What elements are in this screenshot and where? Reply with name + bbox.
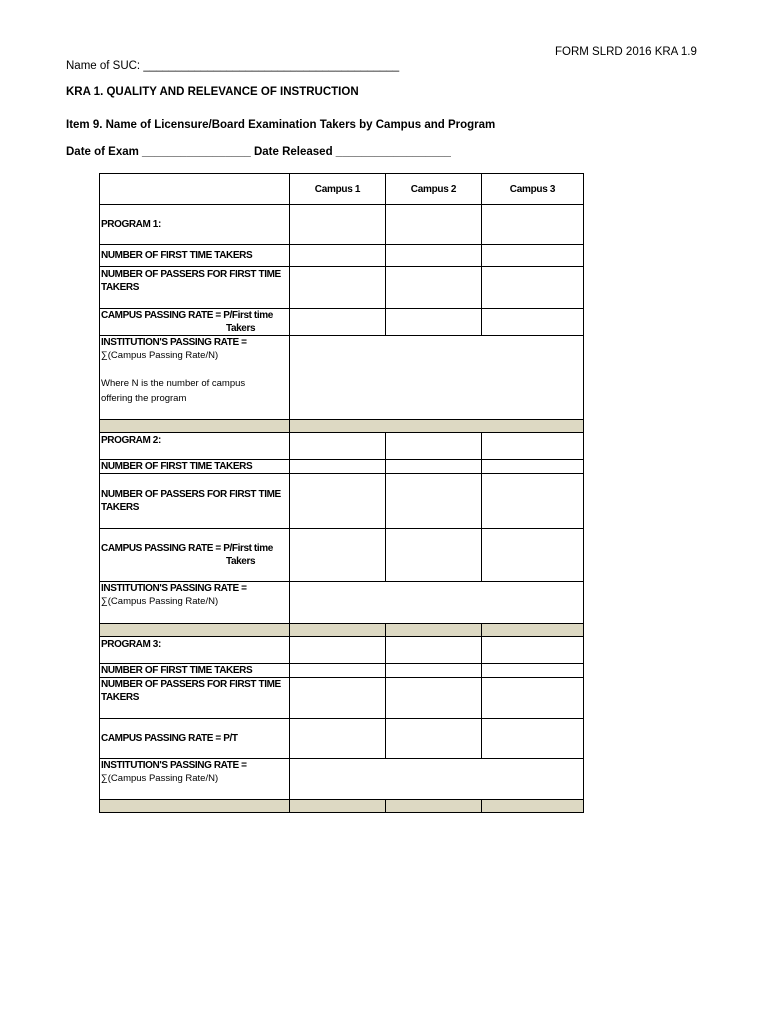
input-cell[interactable]	[290, 637, 386, 664]
program-2-institution-row	[100, 582, 584, 624]
input-cell[interactable]	[386, 664, 482, 678]
col-campus-1: Campus 1	[290, 174, 386, 205]
input-cell[interactable]	[290, 678, 386, 719]
program-3-first-takers-row	[100, 664, 584, 678]
input-cell[interactable]	[386, 205, 482, 245]
input-cell[interactable]	[482, 205, 584, 245]
campus-rate-line-2: Takers	[226, 556, 256, 567]
header-blank-cell	[100, 174, 290, 205]
program-2-passers-row	[100, 474, 584, 529]
separator-row	[100, 624, 584, 637]
institution-rate-label	[100, 759, 290, 800]
passers-label: NUMBER OF PASSERS FOR FIRST TIME TAKERS	[100, 678, 290, 719]
input-cell[interactable]	[386, 460, 482, 474]
suc-name-field[interactable]: Name of SUC: ________________________________________	[66, 60, 400, 72]
institution-rate-formula: ∑(Campus Passing Rate/N)	[101, 773, 219, 784]
institution-rate-input[interactable]	[290, 759, 584, 800]
input-cell[interactable]	[482, 719, 584, 759]
campus-rate-line-1: CAMPUS PASSING RATE = P/First time	[101, 310, 273, 321]
input-cell[interactable]	[386, 433, 482, 460]
program-1-rate-row	[100, 309, 584, 336]
institution-rate-title: INSTITUTION'S PASSING RATE =	[101, 337, 247, 348]
input-cell[interactable]	[290, 719, 386, 759]
program-2-first-takers-row	[100, 460, 584, 474]
program-3-rate-row	[100, 719, 584, 759]
institution-rate-label	[100, 582, 290, 624]
campus-rate-label	[100, 309, 290, 336]
input-cell[interactable]	[482, 460, 584, 474]
program-2-label: PROGRAM 2:	[100, 433, 290, 460]
campus-rate-label	[100, 529, 290, 582]
separator-cell	[482, 624, 584, 637]
input-cell[interactable]	[290, 267, 386, 309]
separator-cell	[290, 420, 584, 433]
program-3-institution-row	[100, 759, 584, 800]
input-cell[interactable]	[386, 529, 482, 582]
note-line-1: Where N is the number of campus	[101, 378, 246, 389]
input-cell[interactable]	[386, 474, 482, 529]
separator-cell	[100, 800, 290, 813]
separator-cell	[386, 624, 482, 637]
institution-rate-label	[100, 336, 290, 420]
input-cell[interactable]	[290, 664, 386, 678]
input-cell[interactable]	[290, 245, 386, 267]
program-2-rate-row	[100, 529, 584, 582]
input-cell[interactable]	[290, 309, 386, 336]
input-cell[interactable]	[386, 678, 482, 719]
separator-row	[100, 420, 584, 433]
passers-label: NUMBER OF PASSERS FOR FIRST TIME TAKERS	[100, 474, 290, 529]
header-row	[100, 174, 584, 205]
input-cell[interactable]	[290, 529, 386, 582]
separator-cell	[386, 800, 482, 813]
separator-cell	[482, 800, 584, 813]
input-cell[interactable]	[482, 267, 584, 309]
campus-rate-label: CAMPUS PASSING RATE = P/T	[100, 719, 290, 759]
program-1-institution-row	[100, 336, 584, 420]
input-cell[interactable]	[482, 245, 584, 267]
program-1-passers-row	[100, 267, 584, 309]
institution-rate-input[interactable]	[290, 582, 584, 624]
institution-rate-title: INSTITUTION'S PASSING RATE =	[101, 760, 247, 771]
separator-cell	[100, 420, 290, 433]
input-cell[interactable]	[290, 474, 386, 529]
program-1-label: PROGRAM 1:	[100, 205, 290, 245]
separator-cell	[100, 624, 290, 637]
campus-rate-line-1: CAMPUS PASSING RATE = P/First time	[101, 543, 273, 554]
note-line-2: offering the program	[101, 393, 187, 404]
input-cell[interactable]	[482, 678, 584, 719]
campus-rate-line-2: Takers	[226, 323, 256, 334]
col-campus-2: Campus 2	[386, 174, 482, 205]
input-cell[interactable]	[290, 433, 386, 460]
input-cell[interactable]	[386, 637, 482, 664]
first-takers-label: NUMBER OF FIRST TIME TAKERS	[100, 664, 290, 678]
separator-cell	[290, 624, 386, 637]
input-cell[interactable]	[290, 205, 386, 245]
separator-row	[100, 800, 584, 813]
program-3-label: PROGRAM 3:	[100, 637, 290, 664]
first-takers-label: NUMBER OF FIRST TIME TAKERS	[100, 245, 290, 267]
input-cell[interactable]	[482, 433, 584, 460]
program-2-row	[100, 433, 584, 460]
input-cell[interactable]	[386, 245, 482, 267]
program-1-first-takers-row	[100, 245, 584, 267]
input-cell[interactable]	[386, 719, 482, 759]
program-3-row	[100, 637, 584, 664]
institution-rate-title: INSTITUTION'S PASSING RATE =	[101, 583, 247, 594]
item-title: Item 9. Name of Licensure/Board Examination Takers by Campus and Program	[66, 119, 496, 131]
date-line[interactable]: Date of Exam _________________ Date Released __________________	[66, 146, 451, 158]
exam-takers-table	[99, 173, 584, 813]
input-cell[interactable]	[290, 460, 386, 474]
institution-rate-formula: ∑(Campus Passing Rate/N)	[101, 350, 219, 361]
input-cell[interactable]	[386, 267, 482, 309]
program-3-passers-row	[100, 678, 584, 719]
institution-rate-input[interactable]	[290, 336, 584, 420]
institution-rate-formula: ∑(Campus Passing Rate/N)	[101, 596, 219, 607]
input-cell[interactable]	[386, 309, 482, 336]
program-1-row	[100, 205, 584, 245]
input-cell[interactable]	[482, 664, 584, 678]
input-cell[interactable]	[482, 529, 584, 582]
first-takers-label: NUMBER OF FIRST TIME TAKERS	[100, 460, 290, 474]
input-cell[interactable]	[482, 309, 584, 336]
input-cell[interactable]	[482, 474, 584, 529]
col-campus-3: Campus 3	[482, 174, 584, 205]
passers-label: NUMBER OF PASSERS FOR FIRST TIME TAKERS	[100, 267, 290, 309]
form-code: FORM SLRD 2016 KRA 1.9	[555, 46, 697, 58]
input-cell[interactable]	[482, 637, 584, 664]
kra-title: KRA 1. QUALITY AND RELEVANCE OF INSTRUCTION	[66, 86, 359, 98]
separator-cell	[290, 800, 386, 813]
